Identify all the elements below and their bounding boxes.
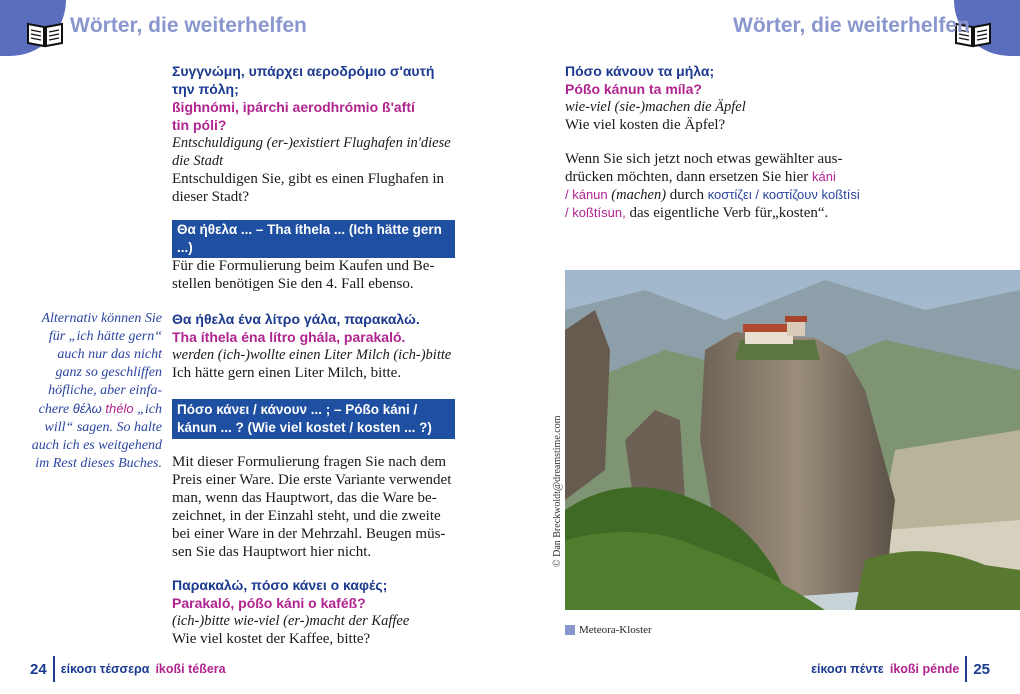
paragraph-text: das eigentliche Verb für„kosten“.: [625, 205, 829, 221]
german-translation: Ich hätte gern einen Liter Milch, bitte.: [172, 365, 402, 381]
note-line: auch ich es weitgehend: [31, 438, 162, 453]
book-icon: [26, 18, 64, 48]
paragraph-line: stellen benötigen Sie den 4. Fall ebenso.: [172, 276, 414, 292]
meteora-photo-illustration: [565, 270, 1020, 610]
german-translation: Entschuldigen Sie, gibt es einen Flughafen in: [172, 171, 445, 187]
paragraph-line: [565, 204, 865, 222]
paragraph-line: man, wenn das Hauptwort, das die Ware be-: [172, 490, 437, 506]
note-line: ganz so geschliffen: [55, 365, 162, 380]
paragraph-price: [172, 453, 462, 561]
page-number-translit: íkoßi pénde: [889, 662, 960, 676]
greek-word: θέλω: [72, 401, 102, 416]
paragraph-line: Wenn Sie sich jetzt noch etwas gewählter aus-: [565, 151, 843, 167]
page-number: 25: [973, 660, 990, 678]
note-line: will“ sagen. So halte: [44, 420, 162, 435]
box-line: kánun ... ? (Wie viel kostet / kosten ... ?): [177, 420, 432, 435]
paragraph-text: drücken möchten, dann ersetzen Sie hier: [565, 169, 812, 185]
left-column: [172, 62, 462, 206]
note-line: [20, 400, 162, 419]
paragraph-ordering: [172, 257, 462, 293]
paragraph-text: (machen): [607, 187, 667, 203]
transliteration: Póßo kánun ta míla?: [565, 81, 702, 97]
paragraph-kosten: [565, 150, 865, 222]
photo-credit: [552, 270, 566, 570]
caption-text: Meteora-Kloster: [579, 624, 652, 636]
transliteration-word: / kánun: [565, 187, 608, 202]
paragraph-text: durch: [666, 187, 708, 203]
note-text: chere: [38, 402, 73, 417]
photo-credit-text: © Dan Breckwoldt@dreamstime.com: [552, 415, 563, 567]
transliteration: Tha íthela éna lítro ghála, parakaló.: [172, 329, 406, 345]
word-by-word: Entschuldigung (er-)existiert Flughafen in'diese: [172, 135, 451, 151]
paragraph-line: Preis einer Ware. Die erste Variante verwendet: [172, 472, 452, 488]
greek-phrase-cont: την πόλη;: [172, 81, 239, 97]
note-line: auch nur das nicht: [57, 347, 162, 362]
footer-right: [811, 656, 990, 682]
transliteration-word: / koßtísun,: [565, 205, 626, 220]
word-by-word: (ich-)bitte wie-viel (er-)macht der Kaffee: [172, 613, 410, 629]
word-by-word: wie-viel (sie-)machen die Äpfel: [565, 99, 746, 115]
grammar-box-price: [172, 399, 455, 439]
note-line: höfliche, aber einfa-: [48, 383, 162, 398]
german-translation-cont: dieser Stadt?: [172, 189, 250, 205]
transliteration-cont: tin póli?: [172, 117, 227, 133]
footer-divider: [53, 656, 55, 682]
transliteration: Parakaló, póßo káni o kaféß?: [172, 595, 366, 611]
transliteration: ßighnómi, ipárchi aerodhrómio ß'aftí: [172, 99, 415, 115]
paragraph-line: Für die Formulierung beim Kaufen und Be-: [172, 258, 435, 274]
header-title-left: Wörter, die weiterhelfen: [70, 14, 307, 37]
page-number-translit: íkoßi téßera: [155, 662, 226, 676]
page-number-greek: είκοσι πέντε: [811, 662, 884, 676]
example-coffee: [172, 576, 462, 648]
example-milk: [172, 310, 462, 382]
page-number-greek: είκοσι τέσσερα: [60, 662, 150, 676]
paragraph-line: bei einer Ware in der Mehrzahl. Beugen müs-: [172, 526, 446, 542]
word-by-word: werden (ich-)wollte einen Liter Milch (ich-)bitte: [172, 347, 452, 363]
box-line: Πόσο κάνει / κάνουν ... ; – Ρόßo káni /: [177, 402, 418, 417]
greek-phrase: Θα ήθελα ένα λίτρο γάλα, παρακαλώ.: [172, 311, 420, 327]
greek-phrase: Παρακαλώ, πόσο κάνει ο καφές;: [172, 577, 388, 593]
photo-meteora: [565, 270, 1020, 610]
german-translation: Wie viel kosten die Äpfel?: [565, 117, 726, 133]
margin-note: [20, 310, 162, 473]
paragraph-line: [565, 168, 865, 186]
caption-marker: [565, 625, 575, 635]
grammar-box: Θα ήθελα ... – Tha íthela ... (Ich hätte gern ...): [172, 220, 455, 258]
german-translation: Wie viel kostet der Kaffee, bitte?: [172, 631, 371, 647]
photo-caption: [565, 624, 652, 636]
paragraph-line: zeichnet, in der Einzahl steht, und die zweite: [172, 508, 441, 524]
paragraph-line: sen Sie das Hauptwort hier nicht.: [172, 544, 372, 560]
example-apples: [565, 62, 865, 134]
transliteration-word: thélo: [101, 401, 134, 416]
header-title-right: Wörter, die weiterhelfen: [733, 14, 970, 37]
greek-phrase: Πόσο κάνουν τα μήλα;: [565, 63, 715, 79]
note-line: Alternativ können Sie: [41, 311, 162, 326]
greek-phrase: Συγγνώμη, υπάρχει αεροδρόμιο σ'αυτή: [172, 63, 435, 79]
paragraph-line: Mit dieser Formulierung fragen Sie nach dem: [172, 454, 447, 470]
note-line: im Rest dieses Buches.: [35, 456, 162, 471]
greek-word: κοστίζει / κοστίζουν koßtísi: [707, 187, 860, 202]
paragraph-line: [565, 186, 865, 204]
footer-left: [30, 656, 226, 682]
note-line: für „ich hätte gern“: [48, 329, 162, 344]
footer-divider: [965, 656, 967, 682]
transliteration-word: káni: [812, 169, 836, 184]
word-by-word-cont: die Stadt: [172, 153, 224, 169]
page-number: 24: [30, 660, 47, 678]
note-text: „ich: [133, 402, 162, 417]
